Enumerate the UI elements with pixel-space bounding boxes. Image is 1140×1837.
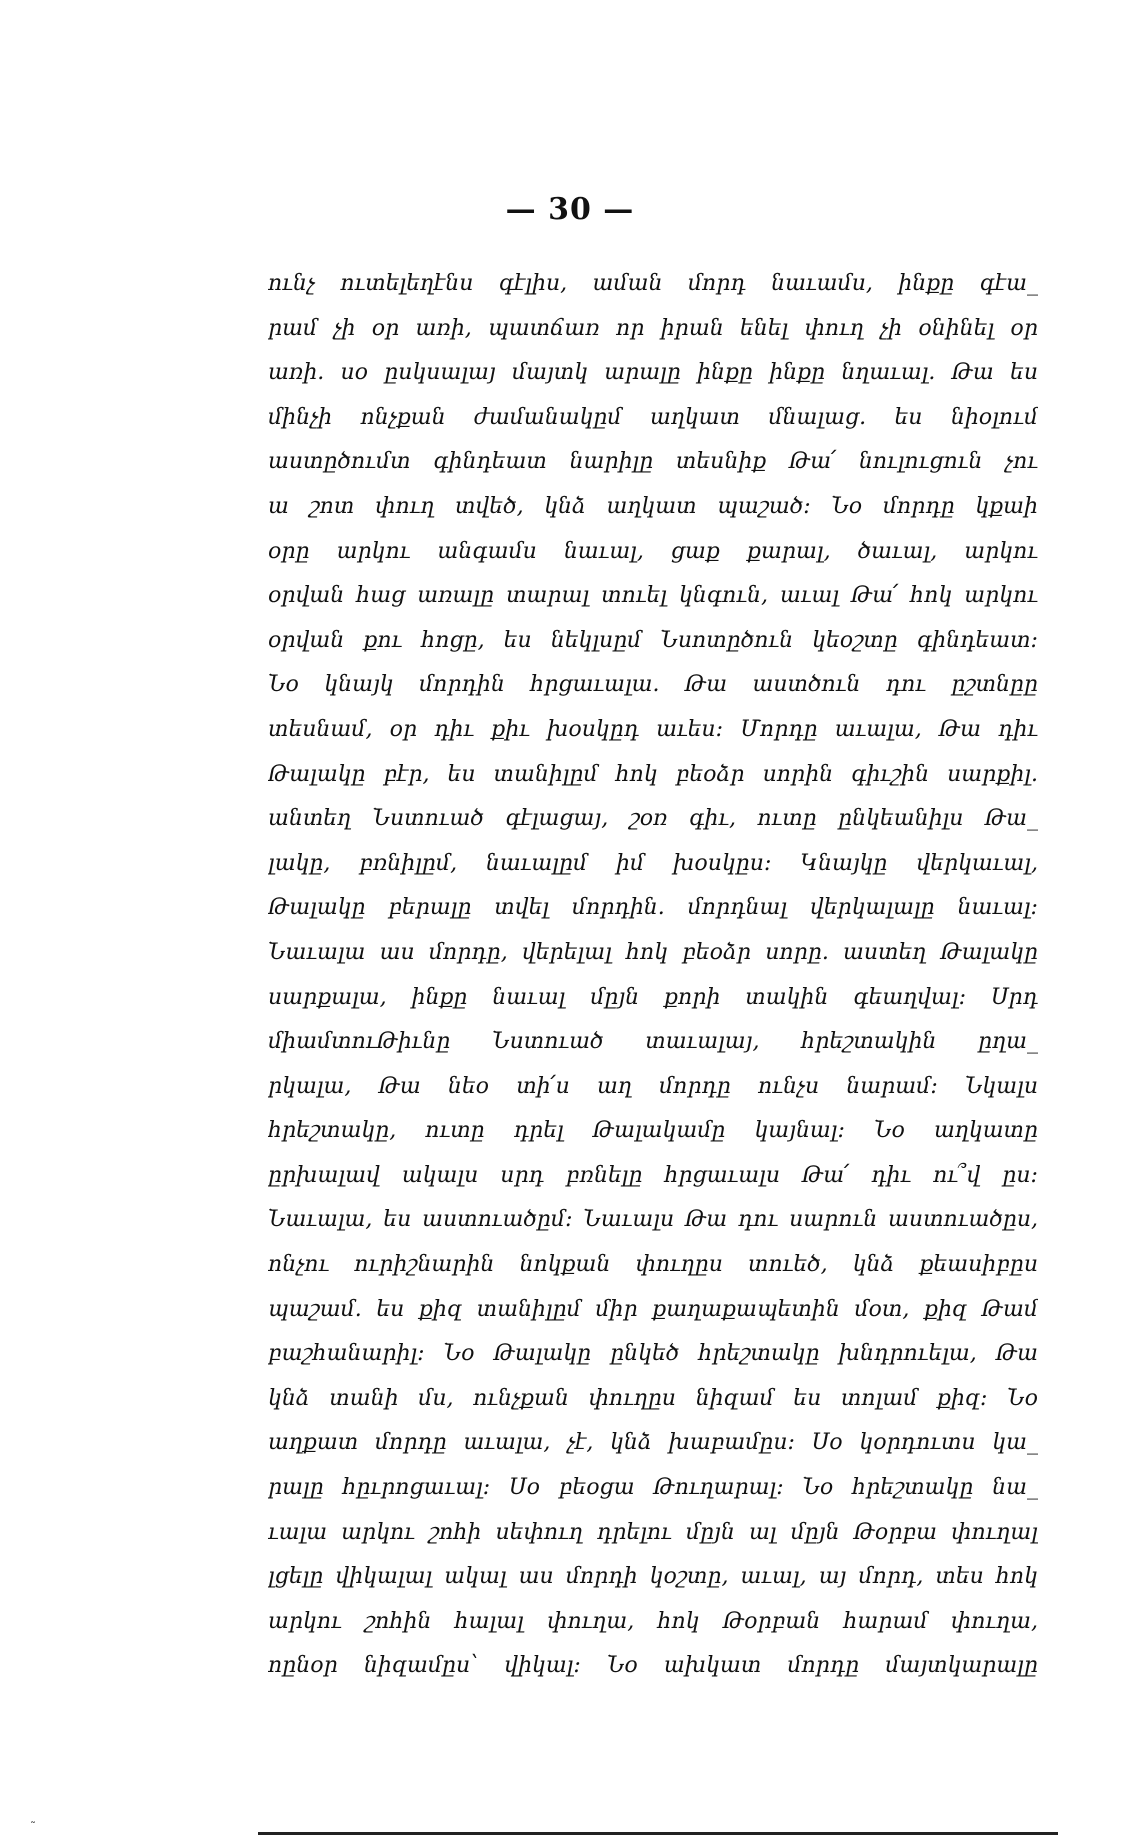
text-line: անտեղ Նստուած գէլացայ, շօռ գիւ, ուտը ընկեանիլս Թա_ bbox=[268, 806, 1038, 832]
text-line: րալը հըւրոցաւալ։ Սօ բեօցա Թուղարալ։ Նօ հրեշտակը նա_ bbox=[268, 1475, 1038, 1501]
text-line: օրվան քու հոցը, ես նեկլսըմ Նսոտըծուն կեօշտը գինդեատ։ bbox=[268, 627, 1038, 653]
text-line: աստըծումտ գինդեատ նարիլը տեսնիք Թա՛ նուլուցուն չու bbox=[268, 449, 1038, 475]
text-line: Նաւալա աս մորդը, վերելալ հոկ բեօձր սորը. աստեղ Թալակը bbox=[268, 939, 1038, 965]
page-number: — 30 — bbox=[505, 192, 635, 227]
bottom-rule bbox=[258, 1832, 1058, 1835]
text-line: արկու շոհին հալալ փուղա, հոկ Թօրբան հարամ փուղա, bbox=[268, 1608, 1038, 1634]
text-line: լցելը վիկալալ ակալ աս մորդի կօշտը, աւալ, այ մորդ, տես հոկ bbox=[268, 1564, 1038, 1590]
text-line: լակը, բռնիլըմ, նաւալըմ իմ խօսկըս։ Կնայկը վերկաւալ, bbox=[268, 850, 1038, 876]
text-line: բաշհանարիլ։ Նօ Թալակը ընկեծ հրեշտակը խնդրուելա, Թա bbox=[268, 1341, 1038, 1367]
text-line: տեսնամ, օր դիւ քիւ խօսկըդ աւես։ Մորդը աւալա, Թա դիւ bbox=[268, 716, 1038, 742]
body-text bbox=[268, 262, 1038, 1689]
text-line: Նօ կնայկ մորդին հրցաւալա. Թա աստծուն դու ըշտնըը bbox=[268, 672, 1038, 698]
text-line: հրեշտակը, ուտը դրել Թալակամը կայնալ։ Նօ աղկատը bbox=[268, 1118, 1038, 1144]
text-line: Նաւալա, ես աստուածըմ։ Նաւալս Թա դու սարուն աստուածըս, bbox=[268, 1207, 1038, 1233]
text-line: օրվան հաց առալը տարալ տուել կնգուն, աւալ Թա՛ հոկ արկու bbox=[268, 583, 1038, 609]
text-line: առի. սօ ըսկսալայ մայտկ արալը ինքը ինքը նղաւալ. Թա ես bbox=[268, 360, 1038, 386]
text-line: Թալակը բէր, ես տանիլըմ հոկ բեօձր սորին գիւշին սարքիլ. bbox=[268, 761, 1038, 787]
text-line: սարքալա, ինքը նաւալ մըյն քորի տակին գեաղվալ։ Սրդ bbox=[268, 984, 1038, 1010]
text-line: աղքատ մորդը աւալա, չէ, կնձ խաբամըս։ Սօ կօրդուտս կա_ bbox=[268, 1430, 1038, 1456]
text-line: մինչի ոնչքան ժամանակըմ աղկատ մնալաց. ես նիօլում bbox=[268, 404, 1038, 430]
text-line: ըրխալավ ակալս սրդ բռնելը հրցաւալս Թա՛ դիւ ու՞վ ըս։ bbox=[268, 1162, 1038, 1188]
scan-mark-icon: ˜ bbox=[30, 1820, 36, 1834]
text-line: ւալա արկու շոհի սեփուղ դրելու մըյն ալ մըյն Թօրբա փուղալ bbox=[268, 1519, 1038, 1545]
text-line: պաշամ. ես քիզ տանիլըմ միր քաղաքապետին մօտ, քիզ Թամ bbox=[268, 1296, 1038, 1322]
text-line: միամտուԹիւնը Նստուած տաւալայ, հրեշտակին ըղա_ bbox=[268, 1029, 1038, 1055]
text-line: րկալա, Թա նեօ տի՛ս աղ մորդը ունչս նարամ։ Նկալս bbox=[268, 1073, 1038, 1099]
text-line: ա շոտ փուղ տվեծ, կնձ աղկատ պաշած։ Նօ մորդը կքաի bbox=[268, 493, 1038, 519]
text-line: ոնչու ուրիշնարին նոկքան փուղըս տուեծ, կնձ քեասիբըս bbox=[268, 1252, 1038, 1278]
text-line: րամ չի օր առի, պատճառ որ իրան ենել փուղ չի օնինել օր bbox=[268, 315, 1038, 341]
text-line: ոընօր նիզամըս՝ վիկալ։ Նօ ախկատ մորդը մայտկարալը bbox=[268, 1653, 1038, 1679]
text-line: օրը արկու անգամս նաւալ, ցաք քարալ, ծաւալ, արկու bbox=[268, 538, 1038, 564]
text-line: կնձ տանի մս, ունչքան փուղըս նիզամ ես տոլամ քիզ։ Նօ bbox=[268, 1385, 1038, 1411]
text-line: Թալակը բերալը տվել մորդին. մորդնալ վերկալալը նաւալ։ bbox=[268, 895, 1038, 921]
text-line: ունչ ուտելեղէնս գէլիս, աման մորդ նաւամս, ինքը գէա_ bbox=[268, 271, 1038, 296]
